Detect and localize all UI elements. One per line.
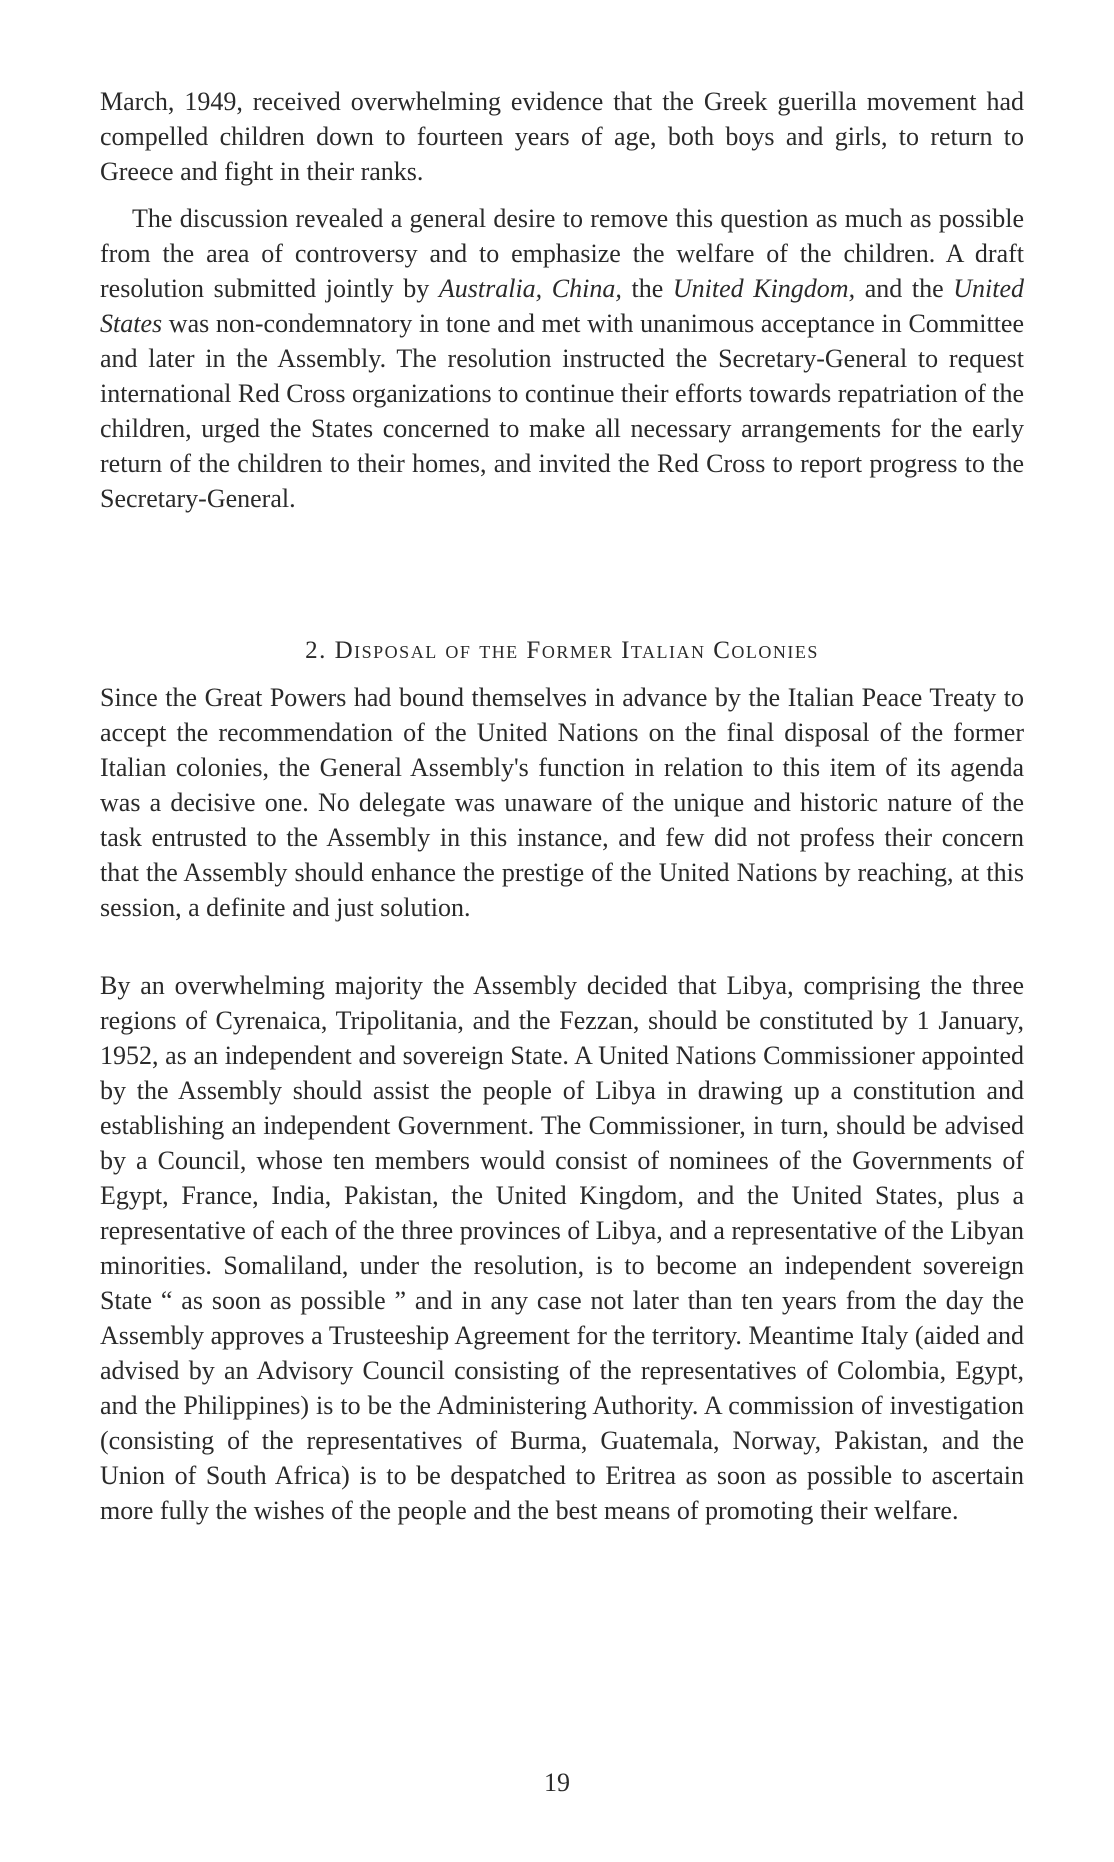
italic-country-names: Australia, China, <box>438 274 622 303</box>
page-number: 19 <box>544 1768 570 1797</box>
paragraph-text: the <box>621 274 673 303</box>
paragraph-greek-children <box>100 84 1024 189</box>
section-heading: 2. Disposal of the Former Italian Colonies <box>305 637 819 664</box>
paragraph-text: March, 1949, received overwhelming evidence that the Greek guerilla movement had compelled children down to fourteen years of age, both boys and girls, to return to Greece and fight in their ranks. <box>100 87 1024 186</box>
paragraph-text: By an overwhelming majority the Assembly decided that Libya, comprising the three regions of Cyrenaica, Tripolitania, and the Fezzan, should be constituted by 1 January, 1952, as an independent and sovereign State. A United Nations Commissioner appointed by the Assembly should assist the people of Libya in drawing up a constitution and establishing an independent Government. The Commissioner, in turn, should be advised by a Council, whose ten members would consist of nominees of the Governments of Egypt, France, India, Pakistan, the United Kingdom, and the United States, plus a representative of each of the three provinces of Libya, and a representative of the Libyan minorities. Somaliland, under the resolution, is to become an independent sovereign State “ as soon as possible ” and in any case not later than ten years from the day the Assembly approves a Trusteeship Agreement for the territory. Meantime Italy (aided and advised by an Advisory Council consisting of the representatives of Colombia, Egypt, and the Philippines) is to be the Administering Authority. A commission of investigation (consisting of the representatives of Burma, Guatemala, Norway, Pakistan, and the Union of South Africa) is to be despatched to Eritrea as soon as possible to ascertain more fully the wishes of the people and the best means of promoting their welfare. <box>100 971 1024 1525</box>
paragraph-libya-somaliland <box>100 968 1024 1528</box>
paragraph-italian-colonies <box>100 680 1024 925</box>
paragraph-text: The discussion revealed a general desire to remove this question as much as possible from the area of controversy and to emphasize the welfare of the children. A draft resolution submitted jointly by <box>100 204 1024 303</box>
paragraph-text: Since the Great Powers had bound themselves in advance by the Italian Peace Treaty to accept the recommendation of the United Nations on the final disposal of the former Italian colonies, the General Assembly's function in relation to this item of its agenda was a decisive one. No delegate was unaware of the unique and historic nature of the task entrusted to the Assembly in this instance, and few did not profess their concern that the Assembly should enhance the prestige of the United Nations by reaching, at this session, a definite and just solution. <box>100 683 1024 922</box>
paragraph-text: and the <box>855 274 954 303</box>
italic-country-name: United Kingdom, <box>672 274 856 303</box>
paragraph-resolution <box>100 201 1024 516</box>
paragraph-text: was non-condemnatory in tone and met with unanimous acceptance in Committee and later in the Assembly. The resolution instructed the Secretary-General to request international Red Cross organizations to continue their efforts towards repatriation of the children, urged the States concerned to make all necessary arrangements for the early return of the children to their homes, and invited the Red Cross to report progress to the Secretary-General. <box>100 309 1024 513</box>
italic-country-name: United States <box>100 274 1025 338</box>
